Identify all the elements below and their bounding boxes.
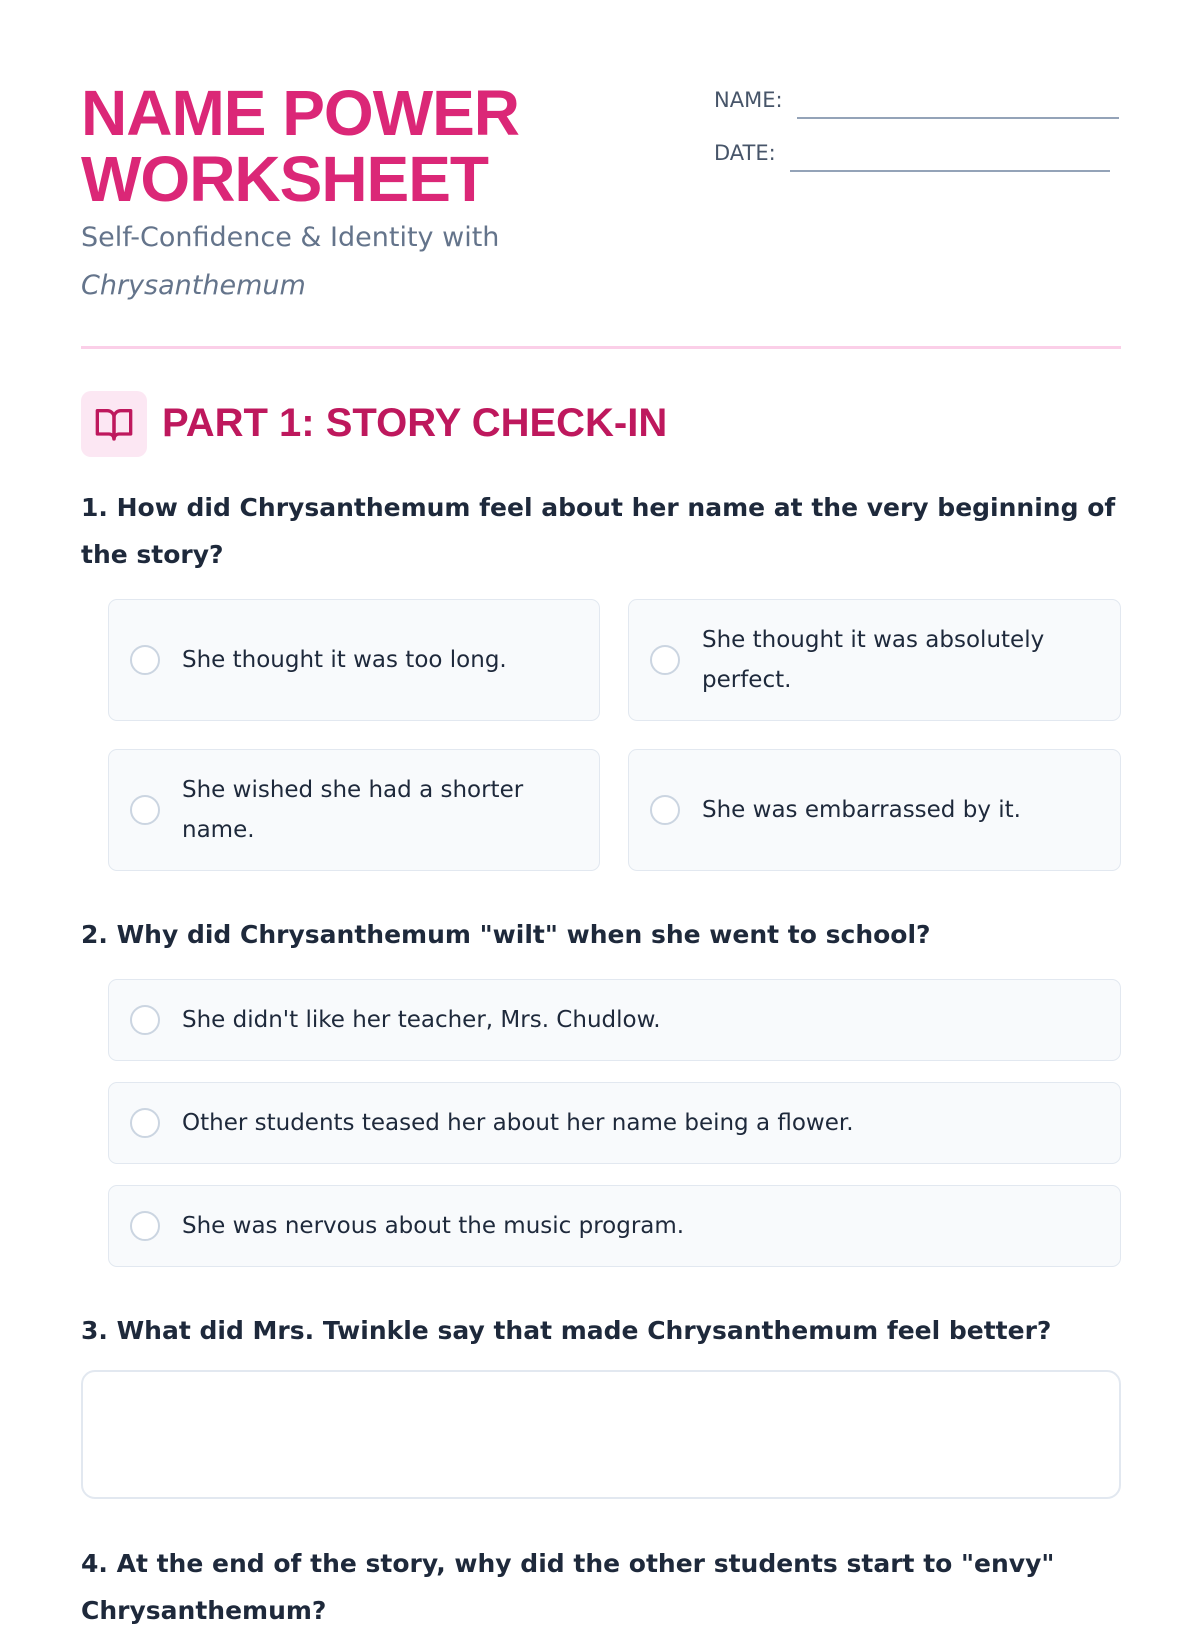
date-blank-line[interactable] <box>790 169 1110 172</box>
worksheet-subtitle <box>81 214 499 310</box>
question-3: 3. What did Mrs. Twinkle say that made Chrysanthemum feel better? <box>81 1316 1052 1345</box>
name-label: NAME: <box>714 88 783 112</box>
header-divider <box>81 346 1121 349</box>
radio-button[interactable] <box>130 645 160 675</box>
option-text: She didn't like her teacher, Mrs. Chudlow. <box>182 1007 661 1033</box>
q2-option-1[interactable] <box>108 979 1121 1061</box>
q1-option-2[interactable] <box>628 599 1121 721</box>
q1-option-4[interactable] <box>628 749 1121 871</box>
question-1: 1. How did Chrysanthemum feel about her name at the very beginning of the story? <box>81 493 1116 569</box>
section-title: PART 1: STORY CHECK-IN <box>162 401 668 445</box>
option-text: She wished she had a shorter name. <box>182 777 524 843</box>
section-icon-badge <box>81 391 147 457</box>
book-open-icon <box>94 404 134 444</box>
subtitle-text: Self-Confidence & Identity with <box>81 222 500 253</box>
q2-option-2[interactable] <box>108 1082 1121 1164</box>
radio-button[interactable] <box>130 1005 160 1035</box>
title-line-2: WORKSHEET <box>81 143 488 215</box>
option-text: Other students teased her about her name being a flower. <box>182 1110 854 1136</box>
title-line-1: NAME POWER <box>81 77 519 149</box>
radio-button[interactable] <box>130 795 160 825</box>
option-text: She was embarrassed by it. <box>702 797 1021 823</box>
book-title: Chrysanthemum <box>81 270 306 301</box>
option-text: She was nervous about the music program. <box>182 1213 685 1239</box>
q1-option-3[interactable] <box>108 749 600 871</box>
radio-button[interactable] <box>130 1211 160 1241</box>
radio-button[interactable] <box>650 645 680 675</box>
question-4: 4. At the end of the story, why did the other students start to "envy" Chrysanthemum? <box>81 1549 1055 1625</box>
name-field <box>714 87 1119 113</box>
date-field <box>714 140 1110 166</box>
option-text: She thought it was too long. <box>182 647 507 673</box>
question-2: 2. Why did Chrysanthemum "wilt" when she went to school? <box>81 920 931 949</box>
radio-button[interactable] <box>130 1108 160 1138</box>
date-label: DATE: <box>714 141 776 165</box>
worksheet-title <box>81 77 519 215</box>
q1-option-1[interactable] <box>108 599 600 721</box>
q3-answer-box[interactable] <box>81 1370 1121 1499</box>
q2-option-3[interactable] <box>108 1185 1121 1267</box>
radio-button[interactable] <box>650 795 680 825</box>
option-text: She thought it was absolutely perfect. <box>702 627 1045 693</box>
name-blank-line[interactable] <box>797 116 1119 119</box>
